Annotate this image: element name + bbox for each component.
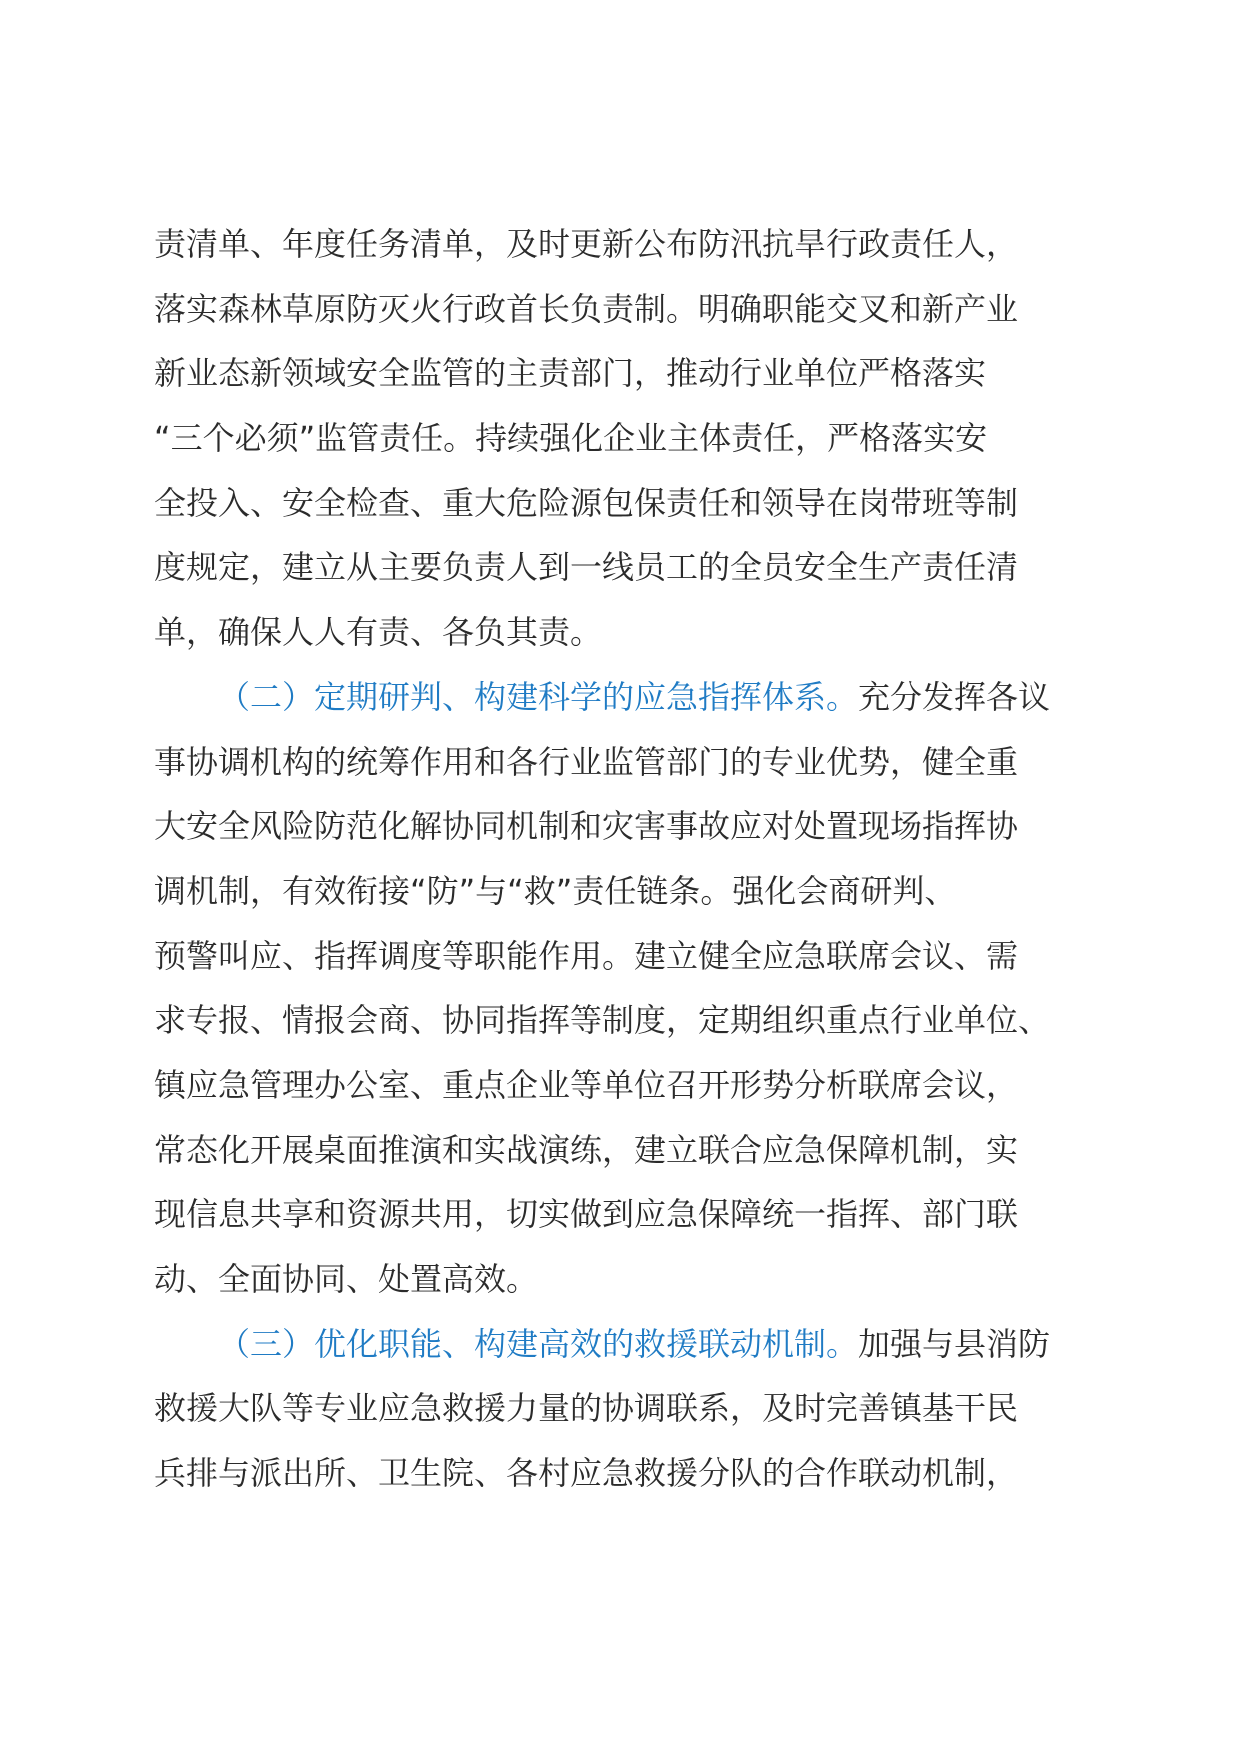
text-line: 兵排与派出所、卫生院、各村应急救援分队的合作联动机制，	[154, 1454, 1019, 1493]
text-line: 救援大队等专业应急救援力量的协调联系，及时完善镇基干民	[154, 1389, 1019, 1428]
text-line: 镇应急管理办公室、重点企业等单位召开形势分析联席会议，	[154, 1065, 1019, 1104]
text-line: 新业态新领域安全监管的主责部门，推动行业单位严格落实	[154, 354, 987, 393]
text-line: “三个必须”监管责任。持续强化企业主体责任，严格落实安	[154, 419, 988, 458]
text-line: 责清单、年度任务清单，及时更新公布防汛抗旱行政责任人，	[154, 225, 1019, 263]
text-line: 大安全风险防范化解协同机制和灾害事故应对处置现场指挥协	[154, 807, 1019, 846]
text-line: 事协调机构的统筹作用和各行业监管部门的专业优势，健全重	[154, 742, 1019, 781]
paragraph-2	[154, 665, 1094, 1312]
text-line-first	[154, 1312, 1094, 1377]
paragraph-3	[154, 1312, 1094, 1506]
text-line: 现信息共享和资源共用，切实做到应急保障统一指挥、部门联	[154, 1195, 1019, 1234]
text-line: 单，确保人人有责、各负其责。	[154, 613, 603, 652]
paragraph-1	[154, 212, 1094, 665]
section-heading: （三）优化职能、构建高效的救援联动机制。	[218, 1324, 859, 1363]
text-line-first	[154, 665, 1094, 730]
text-run: 加强与县消防	[858, 1324, 1051, 1363]
text-line: 预警叫应、指挥调度等职能作用。建立健全应急联席会议、需	[154, 936, 1019, 975]
text-line: 全投入、安全检查、重大危险源包保责任和领导在岗带班等制	[154, 483, 1019, 522]
document-body	[154, 212, 1094, 1506]
text-line: 落实森林草原防灭火行政首长负责制。明确职能交叉和新产业	[154, 289, 1019, 328]
text-line: 求专报、情报会商、协同指挥等制度，定期组织重点行业单位、	[154, 1001, 1051, 1040]
section-heading: （二）定期研判、构建科学的应急指挥体系。	[218, 677, 859, 716]
text-line: 调机制，有效衔接“防”与“救”责任链条。强化会商研判、	[154, 871, 957, 910]
text-line: 动、全面协同、处置高效。	[154, 1260, 539, 1298]
text-line: 度规定，建立从主要负责人到一线员工的全员安全生产责任清	[154, 548, 1019, 587]
text-run: 充分发挥各议	[858, 677, 1051, 716]
text-line: 常态化开展桌面推演和实战演练，建立联合应急保障机制，实	[154, 1130, 1019, 1169]
